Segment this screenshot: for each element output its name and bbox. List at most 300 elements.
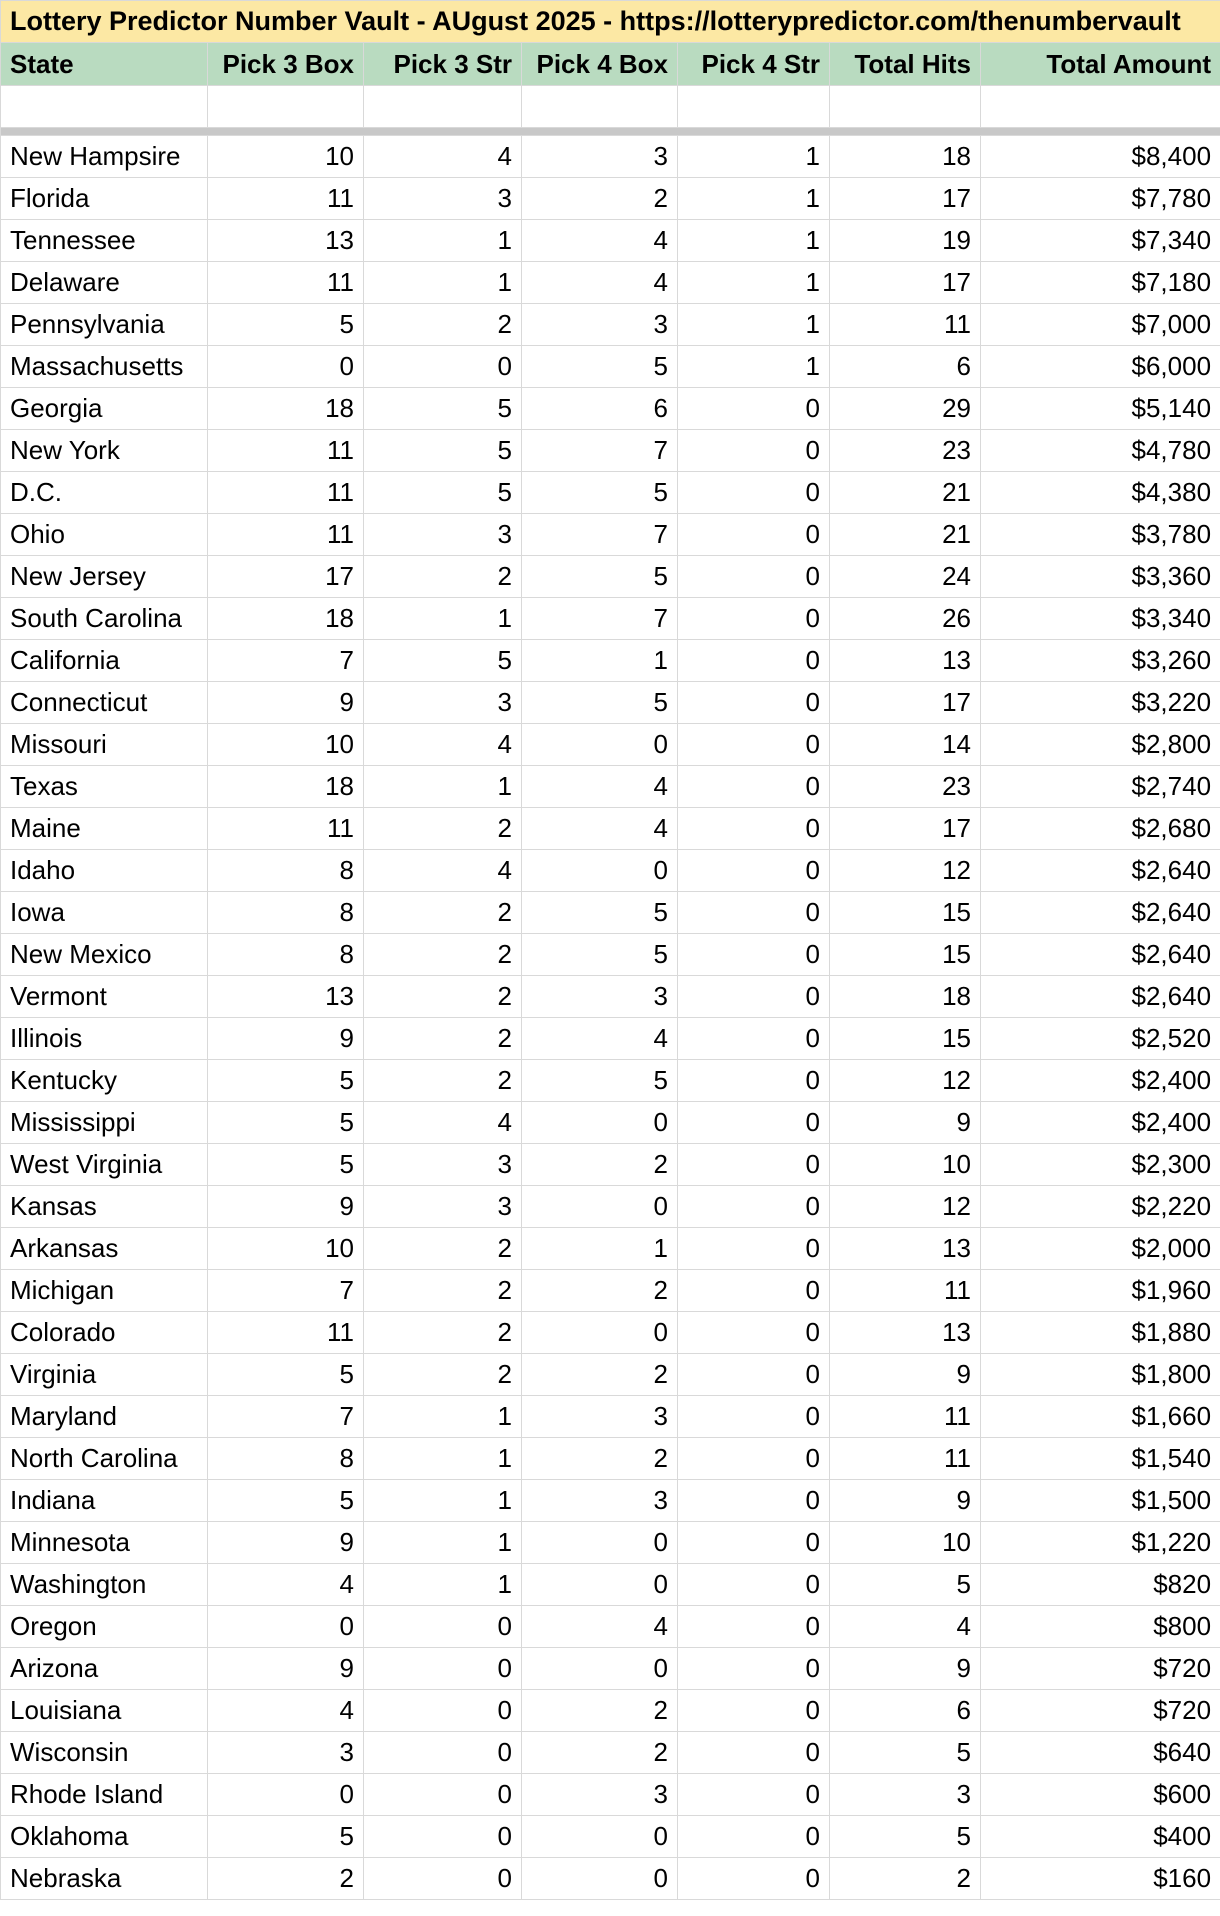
cell-pick-4-str[interactable]: 0 (678, 1606, 830, 1648)
cell-total-amount[interactable]: $1,880 (981, 1312, 1220, 1354)
cell-pick-4-str[interactable]: 0 (678, 766, 830, 808)
cell-pick-3-box[interactable]: 11 (208, 808, 364, 850)
cell-pick-4-str[interactable]: 0 (678, 934, 830, 976)
cell-pick-3-box[interactable]: 0 (208, 346, 364, 388)
cell-pick-3-box[interactable]: 11 (208, 472, 364, 514)
cell-total-amount[interactable]: $600 (981, 1774, 1220, 1816)
cell-total-hits[interactable]: 12 (830, 1186, 981, 1228)
cell-pick-3-box[interactable]: 13 (208, 220, 364, 262)
cell-total-amount[interactable]: $2,400 (981, 1102, 1220, 1144)
cell-pick-4-str[interactable]: 0 (678, 1480, 830, 1522)
cell-pick-4-box[interactable]: 0 (522, 1522, 678, 1564)
cell-state[interactable]: Rhode Island (1, 1774, 208, 1816)
cell-total-hits[interactable]: 12 (830, 1060, 981, 1102)
cell-total-hits[interactable]: 13 (830, 1228, 981, 1270)
cell-total-amount[interactable]: $3,780 (981, 514, 1220, 556)
cell-pick-4-str[interactable]: 0 (678, 598, 830, 640)
cell-pick-3-str[interactable]: 0 (364, 1690, 522, 1732)
header-cell-total-amount[interactable]: Total Amount (981, 43, 1220, 86)
cell-pick-3-str[interactable]: 2 (364, 1018, 522, 1060)
cell-total-hits[interactable]: 6 (830, 346, 981, 388)
cell-pick-4-box[interactable]: 4 (522, 1018, 678, 1060)
cell-pick-4-str[interactable]: 0 (678, 1774, 830, 1816)
cell-pick-3-box[interactable]: 5 (208, 1480, 364, 1522)
cell-total-hits[interactable]: 23 (830, 430, 981, 472)
cell-pick-3-box[interactable]: 0 (208, 1606, 364, 1648)
cell-total-hits[interactable]: 24 (830, 556, 981, 598)
cell-total-hits[interactable]: 18 (830, 976, 981, 1018)
cell-pick-4-str[interactable]: 1 (678, 304, 830, 346)
cell-total-hits[interactable]: 18 (830, 136, 981, 178)
cell-pick-3-str[interactable]: 2 (364, 1312, 522, 1354)
cell-total-hits[interactable]: 11 (830, 1438, 981, 1480)
cell-pick-3-str[interactable]: 2 (364, 1270, 522, 1312)
cell-pick-4-box[interactable]: 0 (522, 1858, 678, 1900)
cell-pick-4-str[interactable]: 0 (678, 1018, 830, 1060)
cell-pick-4-str[interactable]: 0 (678, 1690, 830, 1732)
cell-total-amount[interactable]: $720 (981, 1648, 1220, 1690)
cell-total-amount[interactable]: $2,520 (981, 1018, 1220, 1060)
cell-pick-3-str[interactable]: 0 (364, 1858, 522, 1900)
cell-pick-4-str[interactable]: 0 (678, 472, 830, 514)
cell-state[interactable]: Georgia (1, 388, 208, 430)
header-cell-state[interactable]: State (1, 43, 208, 86)
cell-total-hits[interactable]: 17 (830, 682, 981, 724)
cell-pick-4-str[interactable]: 0 (678, 514, 830, 556)
cell-pick-3-box[interactable]: 17 (208, 556, 364, 598)
cell-pick-4-box[interactable]: 4 (522, 220, 678, 262)
cell-pick-4-str[interactable]: 0 (678, 682, 830, 724)
cell-total-amount[interactable]: $2,640 (981, 850, 1220, 892)
cell-total-amount[interactable]: $2,300 (981, 1144, 1220, 1186)
empty-cell[interactable] (522, 86, 678, 128)
cell-pick-4-box[interactable]: 0 (522, 1648, 678, 1690)
cell-total-amount[interactable]: $2,220 (981, 1186, 1220, 1228)
cell-pick-3-str[interactable]: 1 (364, 1438, 522, 1480)
cell-state[interactable]: Mississippi (1, 1102, 208, 1144)
cell-total-hits[interactable]: 15 (830, 934, 981, 976)
cell-total-amount[interactable]: $800 (981, 1606, 1220, 1648)
cell-pick-3-box[interactable]: 7 (208, 640, 364, 682)
cell-total-hits[interactable]: 15 (830, 892, 981, 934)
cell-pick-4-str[interactable]: 0 (678, 1228, 830, 1270)
cell-pick-3-str[interactable]: 1 (364, 1564, 522, 1606)
cell-total-hits[interactable]: 9 (830, 1354, 981, 1396)
cell-pick-3-box[interactable]: 11 (208, 178, 364, 220)
cell-pick-4-box[interactable]: 3 (522, 1396, 678, 1438)
cell-total-hits[interactable]: 13 (830, 640, 981, 682)
cell-total-amount[interactable]: $7,000 (981, 304, 1220, 346)
cell-pick-4-box[interactable]: 2 (522, 1270, 678, 1312)
cell-pick-4-box[interactable]: 7 (522, 514, 678, 556)
cell-pick-3-str[interactable]: 5 (364, 640, 522, 682)
cell-state[interactable]: West Virginia (1, 1144, 208, 1186)
cell-state[interactable]: Connecticut (1, 682, 208, 724)
cell-pick-4-box[interactable]: 2 (522, 1732, 678, 1774)
cell-total-amount[interactable]: $1,500 (981, 1480, 1220, 1522)
cell-state[interactable]: Wisconsin (1, 1732, 208, 1774)
cell-total-hits[interactable]: 11 (830, 1396, 981, 1438)
cell-pick-4-box[interactable]: 3 (522, 976, 678, 1018)
cell-total-amount[interactable]: $3,260 (981, 640, 1220, 682)
cell-pick-3-str[interactable]: 3 (364, 1186, 522, 1228)
cell-pick-3-box[interactable]: 3 (208, 1732, 364, 1774)
cell-total-amount[interactable]: $6,000 (981, 346, 1220, 388)
empty-cell[interactable] (830, 86, 981, 128)
cell-total-hits[interactable]: 10 (830, 1522, 981, 1564)
cell-total-amount[interactable]: $2,680 (981, 808, 1220, 850)
cell-total-amount[interactable]: $2,740 (981, 766, 1220, 808)
cell-state[interactable]: New Mexico (1, 934, 208, 976)
cell-state[interactable]: Kentucky (1, 1060, 208, 1102)
cell-pick-4-box[interactable]: 4 (522, 808, 678, 850)
cell-total-hits[interactable]: 14 (830, 724, 981, 766)
empty-cell[interactable] (364, 86, 522, 128)
cell-total-hits[interactable]: 12 (830, 850, 981, 892)
cell-total-hits[interactable]: 23 (830, 766, 981, 808)
cell-pick-3-box[interactable]: 13 (208, 976, 364, 1018)
cell-pick-4-box[interactable]: 2 (522, 1690, 678, 1732)
cell-total-hits[interactable]: 9 (830, 1480, 981, 1522)
cell-state[interactable]: Maryland (1, 1396, 208, 1438)
cell-total-hits[interactable]: 9 (830, 1648, 981, 1690)
cell-pick-4-box[interactable]: 0 (522, 1312, 678, 1354)
cell-state[interactable]: Washington (1, 1564, 208, 1606)
cell-total-amount[interactable]: $160 (981, 1858, 1220, 1900)
cell-pick-3-str[interactable]: 0 (364, 1732, 522, 1774)
cell-pick-4-box[interactable]: 2 (522, 1438, 678, 1480)
cell-pick-3-box[interactable]: 5 (208, 1060, 364, 1102)
cell-pick-4-str[interactable]: 0 (678, 1816, 830, 1858)
cell-pick-4-str[interactable]: 0 (678, 976, 830, 1018)
cell-pick-3-str[interactable]: 3 (364, 178, 522, 220)
cell-total-hits[interactable]: 5 (830, 1732, 981, 1774)
cell-pick-4-box[interactable]: 4 (522, 766, 678, 808)
cell-state[interactable]: South Carolina (1, 598, 208, 640)
cell-total-hits[interactable]: 2 (830, 1858, 981, 1900)
cell-total-amount[interactable]: $8,400 (981, 136, 1220, 178)
cell-pick-3-str[interactable]: 3 (364, 1144, 522, 1186)
cell-pick-4-str[interactable]: 0 (678, 1060, 830, 1102)
freeze-divider[interactable] (1, 128, 1220, 136)
cell-pick-4-str[interactable]: 1 (678, 178, 830, 220)
cell-pick-3-str[interactable]: 1 (364, 220, 522, 262)
cell-pick-4-box[interactable]: 0 (522, 1816, 678, 1858)
cell-total-amount[interactable]: $2,640 (981, 976, 1220, 1018)
cell-total-hits[interactable]: 4 (830, 1606, 981, 1648)
cell-state[interactable]: California (1, 640, 208, 682)
cell-total-hits[interactable]: 6 (830, 1690, 981, 1732)
cell-pick-4-box[interactable]: 7 (522, 598, 678, 640)
cell-pick-4-str[interactable]: 0 (678, 892, 830, 934)
cell-pick-3-str[interactable]: 2 (364, 1060, 522, 1102)
cell-total-hits[interactable]: 9 (830, 1102, 981, 1144)
cell-state[interactable]: Vermont (1, 976, 208, 1018)
cell-pick-4-box[interactable]: 2 (522, 1144, 678, 1186)
cell-pick-4-box[interactable]: 5 (522, 556, 678, 598)
cell-total-amount[interactable]: $4,780 (981, 430, 1220, 472)
cell-pick-4-str[interactable]: 0 (678, 556, 830, 598)
cell-pick-4-str[interactable]: 0 (678, 1522, 830, 1564)
cell-pick-3-str[interactable]: 2 (364, 934, 522, 976)
cell-total-amount[interactable]: $7,340 (981, 220, 1220, 262)
header-cell-pick-4-box[interactable]: Pick 4 Box (522, 43, 678, 86)
cell-state[interactable]: Arkansas (1, 1228, 208, 1270)
cell-state[interactable]: New York (1, 430, 208, 472)
cell-pick-3-str[interactable]: 0 (364, 1774, 522, 1816)
empty-cell[interactable] (678, 86, 830, 128)
cell-total-hits[interactable]: 17 (830, 262, 981, 304)
cell-pick-3-box[interactable]: 11 (208, 514, 364, 556)
header-cell-pick-4-str[interactable]: Pick 4 Str (678, 43, 830, 86)
cell-pick-4-box[interactable]: 3 (522, 1480, 678, 1522)
cell-pick-3-str[interactable]: 1 (364, 1480, 522, 1522)
cell-total-amount[interactable]: $720 (981, 1690, 1220, 1732)
cell-pick-3-str[interactable]: 4 (364, 850, 522, 892)
cell-pick-4-box[interactable]: 5 (522, 472, 678, 514)
cell-pick-3-box[interactable]: 11 (208, 430, 364, 472)
cell-pick-4-str[interactable]: 1 (678, 220, 830, 262)
cell-total-amount[interactable]: $7,180 (981, 262, 1220, 304)
cell-pick-4-box[interactable]: 1 (522, 1228, 678, 1270)
cell-pick-3-box[interactable]: 8 (208, 934, 364, 976)
cell-pick-3-str[interactable]: 0 (364, 1606, 522, 1648)
cell-total-amount[interactable]: $5,140 (981, 388, 1220, 430)
header-cell-total-hits[interactable]: Total Hits (830, 43, 981, 86)
cell-total-hits[interactable]: 29 (830, 388, 981, 430)
cell-total-amount[interactable]: $2,640 (981, 934, 1220, 976)
cell-state[interactable]: D.C. (1, 472, 208, 514)
cell-total-hits[interactable]: 11 (830, 304, 981, 346)
cell-pick-3-str[interactable]: 2 (364, 304, 522, 346)
cell-pick-3-str[interactable]: 1 (364, 1522, 522, 1564)
cell-pick-3-str[interactable]: 4 (364, 724, 522, 766)
cell-pick-4-str[interactable]: 0 (678, 1732, 830, 1774)
cell-pick-3-str[interactable]: 0 (364, 1816, 522, 1858)
cell-total-amount[interactable]: $1,540 (981, 1438, 1220, 1480)
cell-total-amount[interactable]: $7,780 (981, 178, 1220, 220)
cell-pick-3-box[interactable]: 2 (208, 1858, 364, 1900)
cell-pick-4-str[interactable]: 0 (678, 724, 830, 766)
empty-cell[interactable] (1, 86, 208, 128)
header-cell-pick-3-box[interactable]: Pick 3 Box (208, 43, 364, 86)
cell-state[interactable]: Tennessee (1, 220, 208, 262)
cell-state[interactable]: Louisiana (1, 1690, 208, 1732)
cell-pick-3-box[interactable]: 9 (208, 1648, 364, 1690)
cell-pick-3-str[interactable]: 2 (364, 1354, 522, 1396)
cell-state[interactable]: Kansas (1, 1186, 208, 1228)
cell-pick-3-str[interactable]: 5 (364, 472, 522, 514)
cell-total-amount[interactable]: $640 (981, 1732, 1220, 1774)
sheet-title-cell[interactable]: Lottery Predictor Number Vault - AUgust 2025 - https://lotterypredictor.com/thenumbervault (1, 1, 1220, 43)
cell-pick-4-str[interactable]: 0 (678, 1396, 830, 1438)
cell-total-hits[interactable]: 5 (830, 1816, 981, 1858)
cell-pick-3-box[interactable]: 5 (208, 1144, 364, 1186)
cell-pick-4-str[interactable]: 0 (678, 430, 830, 472)
cell-state[interactable]: Indiana (1, 1480, 208, 1522)
cell-pick-3-str[interactable]: 1 (364, 262, 522, 304)
cell-pick-3-str[interactable]: 3 (364, 682, 522, 724)
cell-pick-3-box[interactable]: 18 (208, 598, 364, 640)
cell-total-hits[interactable]: 13 (830, 1312, 981, 1354)
cell-pick-3-str[interactable]: 1 (364, 1396, 522, 1438)
cell-state[interactable]: Michigan (1, 1270, 208, 1312)
cell-pick-4-str[interactable]: 0 (678, 640, 830, 682)
cell-total-amount[interactable]: $400 (981, 1816, 1220, 1858)
cell-total-amount[interactable]: $2,800 (981, 724, 1220, 766)
cell-total-amount[interactable]: $2,640 (981, 892, 1220, 934)
header-cell-pick-3-str[interactable]: Pick 3 Str (364, 43, 522, 86)
cell-state[interactable]: Ohio (1, 514, 208, 556)
cell-total-hits[interactable]: 21 (830, 472, 981, 514)
cell-pick-3-str[interactable]: 5 (364, 430, 522, 472)
cell-state[interactable]: Virginia (1, 1354, 208, 1396)
cell-pick-4-str[interactable]: 0 (678, 850, 830, 892)
cell-pick-4-str[interactable]: 0 (678, 388, 830, 430)
cell-state[interactable]: Massachusetts (1, 346, 208, 388)
cell-pick-3-str[interactable]: 4 (364, 136, 522, 178)
cell-pick-4-str[interactable]: 1 (678, 346, 830, 388)
empty-cell[interactable] (981, 86, 1220, 128)
cell-pick-4-str[interactable]: 0 (678, 808, 830, 850)
cell-pick-3-str[interactable]: 1 (364, 766, 522, 808)
cell-pick-3-str[interactable]: 2 (364, 892, 522, 934)
cell-pick-3-box[interactable]: 5 (208, 1354, 364, 1396)
cell-pick-3-box[interactable]: 8 (208, 850, 364, 892)
cell-pick-3-box[interactable]: 9 (208, 682, 364, 724)
cell-total-hits[interactable]: 15 (830, 1018, 981, 1060)
cell-pick-4-str[interactable]: 0 (678, 1858, 830, 1900)
cell-pick-4-str[interactable]: 0 (678, 1144, 830, 1186)
cell-total-amount[interactable]: $1,800 (981, 1354, 1220, 1396)
cell-total-hits[interactable]: 3 (830, 1774, 981, 1816)
cell-state[interactable]: North Carolina (1, 1438, 208, 1480)
cell-state[interactable]: New Jersey (1, 556, 208, 598)
cell-pick-3-box[interactable]: 18 (208, 766, 364, 808)
cell-pick-3-str[interactable]: 0 (364, 1648, 522, 1690)
cell-pick-4-box[interactable]: 6 (522, 388, 678, 430)
cell-pick-4-box[interactable]: 3 (522, 1774, 678, 1816)
cell-total-amount[interactable]: $1,960 (981, 1270, 1220, 1312)
cell-pick-3-box[interactable]: 10 (208, 724, 364, 766)
cell-pick-3-str[interactable]: 2 (364, 808, 522, 850)
cell-pick-4-box[interactable]: 4 (522, 262, 678, 304)
cell-total-amount[interactable]: $3,220 (981, 682, 1220, 724)
cell-pick-4-box[interactable]: 4 (522, 1606, 678, 1648)
cell-total-hits[interactable]: 5 (830, 1564, 981, 1606)
cell-pick-4-str[interactable]: 0 (678, 1270, 830, 1312)
cell-pick-4-box[interactable]: 0 (522, 1186, 678, 1228)
cell-total-amount[interactable]: $820 (981, 1564, 1220, 1606)
cell-pick-4-str[interactable]: 0 (678, 1648, 830, 1690)
cell-pick-3-box[interactable]: 8 (208, 1438, 364, 1480)
cell-pick-4-box[interactable]: 5 (522, 682, 678, 724)
cell-total-hits[interactable]: 10 (830, 1144, 981, 1186)
cell-total-amount[interactable]: $1,220 (981, 1522, 1220, 1564)
cell-pick-3-str[interactable]: 5 (364, 388, 522, 430)
cell-pick-3-box[interactable]: 18 (208, 388, 364, 430)
cell-pick-3-str[interactable]: 3 (364, 514, 522, 556)
cell-pick-3-box[interactable]: 9 (208, 1186, 364, 1228)
cell-total-hits[interactable]: 17 (830, 808, 981, 850)
cell-pick-4-str[interactable]: 0 (678, 1186, 830, 1228)
cell-pick-4-box[interactable]: 0 (522, 724, 678, 766)
cell-pick-3-str[interactable]: 0 (364, 346, 522, 388)
cell-pick-4-box[interactable]: 0 (522, 1102, 678, 1144)
cell-state[interactable]: Missouri (1, 724, 208, 766)
cell-pick-4-box[interactable]: 1 (522, 640, 678, 682)
cell-pick-3-box[interactable]: 10 (208, 1228, 364, 1270)
cell-pick-4-box[interactable]: 5 (522, 346, 678, 388)
freeze-bar[interactable] (1, 128, 1220, 136)
cell-pick-3-box[interactable]: 8 (208, 892, 364, 934)
cell-total-hits[interactable]: 19 (830, 220, 981, 262)
cell-total-amount[interactable]: $3,340 (981, 598, 1220, 640)
cell-pick-3-box[interactable]: 10 (208, 136, 364, 178)
cell-pick-3-box[interactable]: 5 (208, 1816, 364, 1858)
cell-pick-3-box[interactable]: 0 (208, 1774, 364, 1816)
cell-pick-4-box[interactable]: 0 (522, 850, 678, 892)
cell-total-amount[interactable]: $1,660 (981, 1396, 1220, 1438)
cell-pick-4-str[interactable]: 1 (678, 262, 830, 304)
cell-total-hits[interactable]: 17 (830, 178, 981, 220)
cell-pick-4-box[interactable]: 3 (522, 136, 678, 178)
cell-state[interactable]: Maine (1, 808, 208, 850)
cell-total-hits[interactable]: 11 (830, 1270, 981, 1312)
cell-pick-3-box[interactable]: 5 (208, 304, 364, 346)
empty-cell[interactable] (208, 86, 364, 128)
cell-state[interactable]: Delaware (1, 262, 208, 304)
cell-state[interactable]: Idaho (1, 850, 208, 892)
cell-state[interactable]: New Hampsire (1, 136, 208, 178)
cell-state[interactable]: Arizona (1, 1648, 208, 1690)
cell-pick-4-str[interactable]: 0 (678, 1102, 830, 1144)
cell-state[interactable]: Oregon (1, 1606, 208, 1648)
cell-total-hits[interactable]: 21 (830, 514, 981, 556)
cell-pick-3-box[interactable]: 9 (208, 1018, 364, 1060)
cell-total-amount[interactable]: $2,400 (981, 1060, 1220, 1102)
cell-state[interactable]: Minnesota (1, 1522, 208, 1564)
cell-total-amount[interactable]: $4,380 (981, 472, 1220, 514)
cell-pick-4-str[interactable]: 0 (678, 1312, 830, 1354)
cell-state[interactable]: Illinois (1, 1018, 208, 1060)
cell-pick-3-str[interactable]: 2 (364, 1228, 522, 1270)
cell-pick-3-box[interactable]: 11 (208, 262, 364, 304)
cell-total-hits[interactable]: 26 (830, 598, 981, 640)
cell-pick-4-box[interactable]: 2 (522, 1354, 678, 1396)
cell-pick-4-str[interactable]: 0 (678, 1564, 830, 1606)
cell-pick-4-box[interactable]: 2 (522, 178, 678, 220)
cell-pick-3-box[interactable]: 4 (208, 1564, 364, 1606)
cell-pick-3-str[interactable]: 1 (364, 598, 522, 640)
cell-pick-3-box[interactable]: 9 (208, 1522, 364, 1564)
cell-pick-4-box[interactable]: 3 (522, 304, 678, 346)
cell-state[interactable]: Texas (1, 766, 208, 808)
cell-state[interactable]: Iowa (1, 892, 208, 934)
cell-pick-3-box[interactable]: 7 (208, 1396, 364, 1438)
cell-pick-4-str[interactable]: 0 (678, 1438, 830, 1480)
cell-state[interactable]: Pennsylvania (1, 304, 208, 346)
cell-pick-3-box[interactable]: 7 (208, 1270, 364, 1312)
cell-pick-3-str[interactable]: 2 (364, 556, 522, 598)
cell-state[interactable]: Oklahoma (1, 1816, 208, 1858)
cell-pick-4-str[interactable]: 1 (678, 136, 830, 178)
cell-pick-4-box[interactable]: 5 (522, 892, 678, 934)
cell-pick-4-box[interactable]: 5 (522, 1060, 678, 1102)
cell-pick-4-box[interactable]: 5 (522, 934, 678, 976)
cell-state[interactable]: Florida (1, 178, 208, 220)
cell-pick-4-box[interactable]: 7 (522, 430, 678, 472)
